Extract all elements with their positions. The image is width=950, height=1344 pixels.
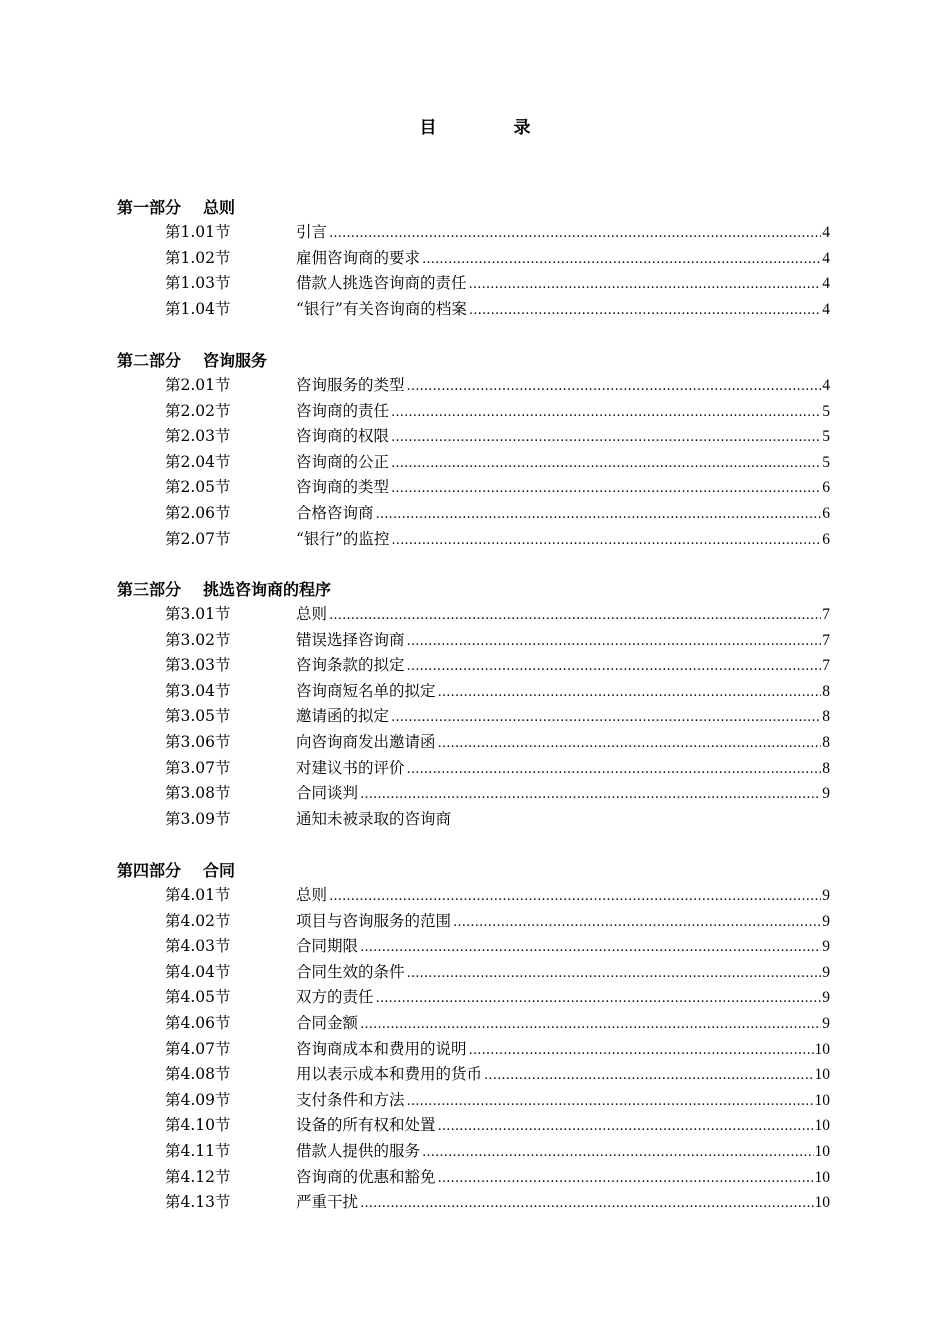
dot-leader [391, 405, 821, 420]
dot-leader [484, 1068, 813, 1083]
entry-line [296, 475, 830, 497]
page-number: 10 [814, 1168, 830, 1186]
entry-line [296, 653, 830, 675]
page-number: 10 [814, 1117, 830, 1135]
entry-line [296, 1139, 830, 1161]
page-number: 7 [822, 606, 830, 623]
toc-entry[interactable] [0, 730, 950, 754]
section-number: 第4.13节 [165, 1193, 231, 1212]
toc-entry[interactable] [0, 1062, 950, 1086]
toc-entry[interactable] [0, 807, 950, 831]
dot-leader [422, 1145, 813, 1160]
page-number: 9 [822, 912, 830, 930]
page-number: 4 [822, 275, 830, 293]
section-number: 第4.04节 [165, 962, 231, 981]
part-heading [117, 858, 235, 881]
toc-entry[interactable] [0, 883, 950, 907]
dot-leader [469, 277, 822, 292]
toc-entry[interactable] [0, 424, 950, 448]
dot-leader [407, 762, 822, 777]
entry-line [296, 297, 830, 319]
part-heading [117, 195, 235, 218]
section-number: 第1.04节 [165, 299, 231, 318]
section-title: “银行”的监控 [296, 529, 390, 548]
section-title: 对建议书的评价 [296, 758, 405, 777]
entry-line [296, 602, 830, 624]
page-number: 5 [822, 402, 830, 420]
dot-leader [391, 430, 821, 445]
page-number: 6 [822, 479, 830, 497]
section-title: 总则 [296, 605, 328, 623]
dot-leader [469, 303, 821, 318]
page-number: 9 [822, 887, 830, 904]
part-name: 挑选咨询商的程序 [203, 580, 332, 599]
page-number: 10 [814, 1091, 830, 1109]
section-title: 严重干扰 [296, 1193, 359, 1212]
section-number: 第1.01节 [165, 223, 231, 241]
section-title: 咨询商短名单的拟定 [296, 681, 436, 700]
section-title: 项目与咨询服务的范围 [296, 911, 452, 930]
section-title: “银行”有关咨询商的档案 [296, 299, 467, 318]
toc-entry[interactable] [0, 220, 950, 244]
entry-line [296, 1037, 830, 1059]
section-number: 第3.09节 [165, 809, 231, 828]
entry-line [296, 704, 830, 726]
toc-entry[interactable] [0, 1011, 950, 1035]
section-number: 第4.06节 [165, 1014, 231, 1032]
section-title: 雇佣咨询商的要求 [296, 248, 421, 267]
section-number: 第2.06节 [165, 504, 231, 522]
page-number: 6 [822, 530, 830, 548]
entry-line [296, 883, 830, 905]
entry-line [296, 271, 830, 293]
entry-line [296, 730, 830, 752]
section-number: 第2.04节 [165, 452, 231, 471]
section-title: 合格咨询商 [296, 504, 374, 522]
section-number: 第4.09节 [165, 1090, 231, 1109]
section-title: 咨询商的权限 [296, 427, 390, 446]
page-number: 8 [822, 734, 830, 751]
section-number: 第4.03节 [165, 937, 231, 956]
part-heading [117, 577, 331, 600]
section-title: 用以表示成本和费用的货币 [296, 1065, 483, 1084]
page-number: 7 [822, 631, 830, 649]
section-number: 第2.07节 [165, 529, 231, 548]
dot-leader [453, 915, 821, 930]
section-number: 第1.02节 [165, 248, 231, 267]
section-title: 双方的责任 [296, 988, 374, 1007]
section-title: 总则 [296, 886, 328, 904]
toc-entry[interactable] [0, 781, 950, 805]
dot-leader [407, 659, 822, 674]
page-number: 4 [822, 224, 830, 241]
toc-entry[interactable] [0, 1165, 950, 1189]
entry-line [296, 399, 830, 421]
section-number: 第2.03节 [165, 427, 231, 446]
part-name: 咨询服务 [203, 351, 268, 370]
page-number: 10 [814, 1066, 830, 1084]
part-number: 第一部分 [117, 198, 182, 217]
page-number: 9 [822, 785, 830, 803]
section-number: 第3.06节 [165, 733, 231, 751]
entry-line [296, 1113, 830, 1135]
section-number: 第3.01节 [165, 605, 231, 623]
dot-leader [469, 1043, 814, 1058]
dot-leader [360, 940, 821, 955]
section-title: 咨询商的公正 [296, 452, 390, 471]
page-number: 8 [822, 682, 830, 700]
entry-line [296, 1011, 830, 1033]
dot-leader [407, 1094, 814, 1109]
section-number: 第3.03节 [165, 656, 231, 675]
section-title: 合同谈判 [296, 784, 359, 803]
toc-entry[interactable] [0, 985, 950, 1009]
dot-leader [438, 1119, 814, 1134]
toc-entry[interactable] [0, 934, 950, 958]
part-heading [117, 348, 267, 371]
section-number: 第4.01节 [165, 886, 231, 904]
entry-line [296, 756, 830, 778]
toc-entry[interactable] [0, 475, 950, 499]
section-title: 引言 [296, 223, 328, 241]
dot-leader [360, 787, 821, 802]
section-title: 咨询商的类型 [296, 478, 390, 497]
page-number: 4 [822, 249, 830, 267]
page-number: 7 [822, 657, 830, 675]
dot-leader [438, 1171, 814, 1186]
entry-line [296, 373, 830, 395]
section-title: 咨询商的优惠和豁免 [296, 1167, 436, 1186]
section-title: 合同生效的条件 [296, 962, 405, 981]
page-number: 6 [822, 505, 830, 522]
page-number: 4 [822, 300, 830, 318]
entry-line [296, 679, 830, 701]
section-title: 咨询商成本和费用的说明 [296, 1039, 467, 1058]
dot-leader [391, 533, 821, 548]
page-number: 8 [822, 708, 830, 726]
entry-line [296, 807, 830, 829]
section-title: 设备的所有权和处置 [296, 1116, 436, 1135]
entry-line [296, 909, 830, 931]
section-title: 咨询条款的拟定 [296, 656, 405, 675]
section-number: 第4.05节 [165, 988, 231, 1007]
page-number: 9 [822, 938, 830, 956]
page-number: 5 [822, 453, 830, 471]
section-number: 第2.02节 [165, 401, 231, 420]
dot-leader [376, 507, 822, 522]
dot-leader [391, 710, 821, 725]
section-number: 第4.12节 [165, 1167, 231, 1186]
section-number: 第4.10节 [165, 1116, 231, 1135]
toc-entry[interactable] [0, 297, 950, 321]
dot-leader [422, 252, 821, 267]
toc-entry[interactable] [0, 501, 950, 525]
entry-line [296, 501, 830, 523]
entry-line [296, 985, 830, 1007]
toc-entry[interactable] [0, 399, 950, 423]
entry-line [296, 628, 830, 650]
page-number: 9 [822, 1015, 830, 1032]
section-number: 第4.07节 [165, 1039, 231, 1058]
dot-leader [438, 736, 822, 751]
page-number: 5 [822, 428, 830, 446]
entry-line [296, 246, 830, 268]
toc-entry[interactable] [0, 1037, 950, 1061]
section-number: 第4.08节 [165, 1065, 231, 1084]
page-number: 10 [814, 1143, 830, 1160]
page-number: 8 [822, 759, 830, 777]
toc-entry[interactable] [0, 373, 950, 397]
section-title: 通知未被录取的咨询商 [296, 809, 452, 828]
section-number: 第3.02节 [165, 630, 231, 649]
entry-line [296, 934, 830, 956]
section-number: 第1.03节 [165, 274, 231, 293]
entry-line [296, 450, 830, 472]
toc-entry[interactable] [0, 450, 950, 474]
entry-line [296, 1088, 830, 1110]
dot-leader [329, 608, 821, 623]
toc-entry[interactable] [0, 1190, 950, 1214]
entry-line [296, 424, 830, 446]
dot-leader [391, 456, 821, 471]
part-number: 第二部分 [117, 351, 182, 370]
section-title: 邀请函的拟定 [296, 707, 390, 726]
entry-line [296, 220, 830, 242]
page-number: 9 [822, 989, 830, 1007]
page-number: 4 [822, 377, 830, 394]
section-title: 合同金额 [296, 1014, 359, 1032]
dot-leader [391, 481, 821, 496]
page-number: 10 [814, 1040, 830, 1058]
dot-leader [407, 379, 822, 394]
section-number: 第3.05节 [165, 707, 231, 726]
section-title: 支付条件和方法 [296, 1090, 405, 1109]
toc-entry[interactable] [0, 653, 950, 677]
toc-entry[interactable] [0, 679, 950, 703]
toc-entry[interactable] [0, 527, 950, 551]
toc-entry[interactable] [0, 704, 950, 728]
toc-entry[interactable] [0, 271, 950, 295]
toc-entry[interactable] [0, 602, 950, 626]
section-title: 咨询商的责任 [296, 401, 390, 420]
entry-line [296, 1165, 830, 1187]
dot-leader [329, 226, 821, 241]
part-number: 第四部分 [117, 861, 182, 880]
dot-leader [360, 1017, 821, 1032]
toc-entry[interactable] [0, 628, 950, 652]
toc-entry[interactable] [0, 1088, 950, 1112]
section-number: 第4.02节 [165, 911, 231, 930]
dot-leader [407, 634, 822, 649]
section-title: 向咨询商发出邀请函 [296, 733, 436, 751]
section-title: 合同期限 [296, 937, 359, 956]
section-number: 第2.05节 [165, 478, 231, 497]
dot-leader [438, 685, 822, 700]
section-title: 借款人提供的服务 [296, 1142, 421, 1160]
toc-entry[interactable] [0, 909, 950, 933]
section-number: 第3.07节 [165, 758, 231, 777]
section-title: 错误选择咨询商 [296, 630, 405, 649]
entry-line [296, 960, 830, 982]
section-number: 第4.11节 [165, 1142, 231, 1160]
section-title: 咨询服务的类型 [296, 376, 405, 394]
page-title: 目 录 [419, 118, 561, 138]
toc-entry[interactable] [0, 756, 950, 780]
section-title: 借款人挑选咨询商的责任 [296, 274, 467, 293]
section-number: 第3.04节 [165, 681, 231, 700]
entry-line [296, 781, 830, 803]
dot-leader [329, 889, 821, 904]
entry-line [296, 1190, 830, 1212]
part-name: 合同 [203, 861, 236, 880]
part-number: 第三部分 [117, 580, 182, 599]
toc-entry[interactable] [0, 246, 950, 270]
dot-leader [376, 991, 822, 1006]
page-number: 9 [822, 963, 830, 981]
toc-entry[interactable] [0, 1113, 950, 1137]
section-number: 第2.01节 [165, 376, 231, 394]
dot-leader [360, 1196, 813, 1211]
entry-line [296, 1062, 830, 1084]
dot-leader [407, 966, 822, 981]
toc-entry[interactable] [0, 1139, 950, 1163]
entry-line [296, 527, 830, 549]
section-number: 第3.08节 [165, 784, 231, 803]
part-name: 总则 [203, 198, 236, 217]
toc-entry[interactable] [0, 960, 950, 984]
page-number: 10 [814, 1194, 830, 1212]
